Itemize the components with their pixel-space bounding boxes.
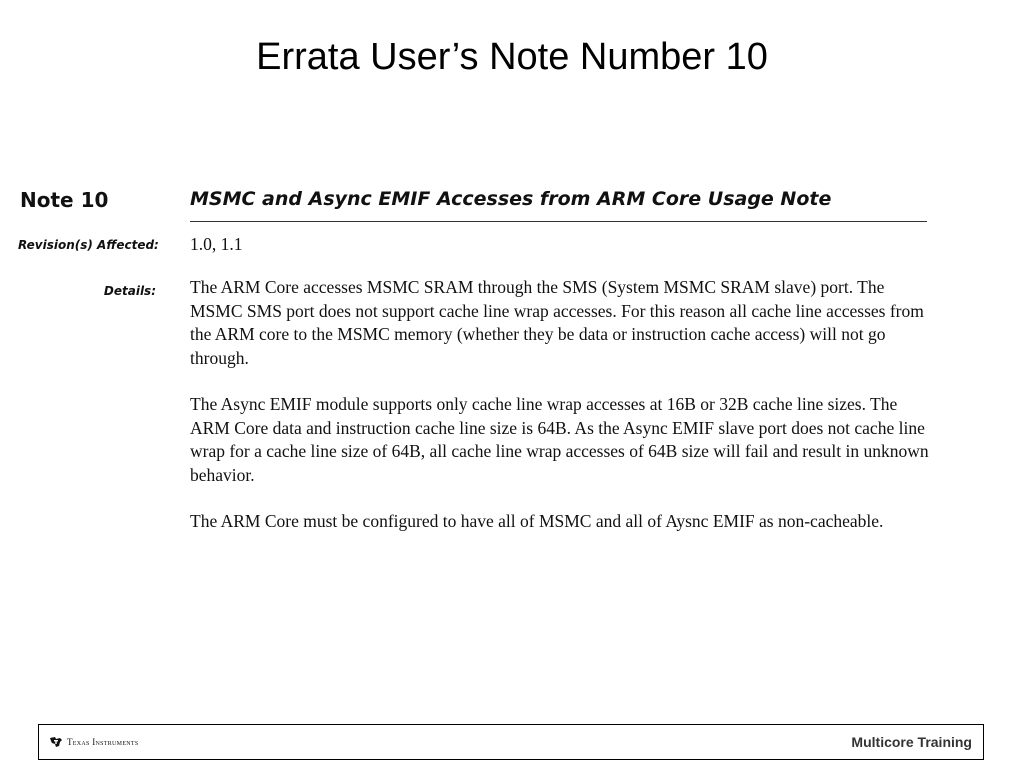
note-number: Note 10	[20, 188, 109, 212]
note-title: MSMC and Async EMIF Accesses from ARM Core Usage Note	[190, 188, 832, 210]
ti-logo-text: Texas Instruments	[67, 737, 139, 747]
revisions-label: Revision(s) Affected:	[18, 238, 159, 252]
revisions-value: 1.0, 1.1	[190, 234, 243, 254]
details-paragraph: The ARM Core accesses MSMC SRAM through the SMS (System MSMC SRAM slave) port. The MSMC SMS port does not support cache line wrap accesses. For this reason all cache line accesses from the ARM core to the MSMC memory (whether they be data or instruction cache access) will not go through.	[190, 277, 924, 368]
footer-label: Multicore Training	[851, 734, 972, 750]
ti-logo	[49, 736, 139, 748]
details-label: Details:	[103, 284, 156, 298]
title-divider	[190, 221, 927, 222]
slide-footer	[38, 724, 984, 760]
details-paragraph: The Async EMIF module supports only cache line wrap accesses at 16B or 32B cache line sizes. The ARM Core data and instruction cache line size is 64B. As the Async EMIF slave port does not cache line wrap for a cache line size of 64B, all cache line wrap accesses of 64B size will fail and result in unknown behavior.	[190, 394, 929, 485]
slide-title: Errata User’s Note Number 10	[256, 36, 768, 78]
ti-logo-icon	[49, 736, 63, 748]
details-body	[190, 276, 930, 557]
details-paragraph: The ARM Core must be configured to have all of MSMC and all of Aysnc EMIF as non-cacheable.	[190, 511, 884, 531]
